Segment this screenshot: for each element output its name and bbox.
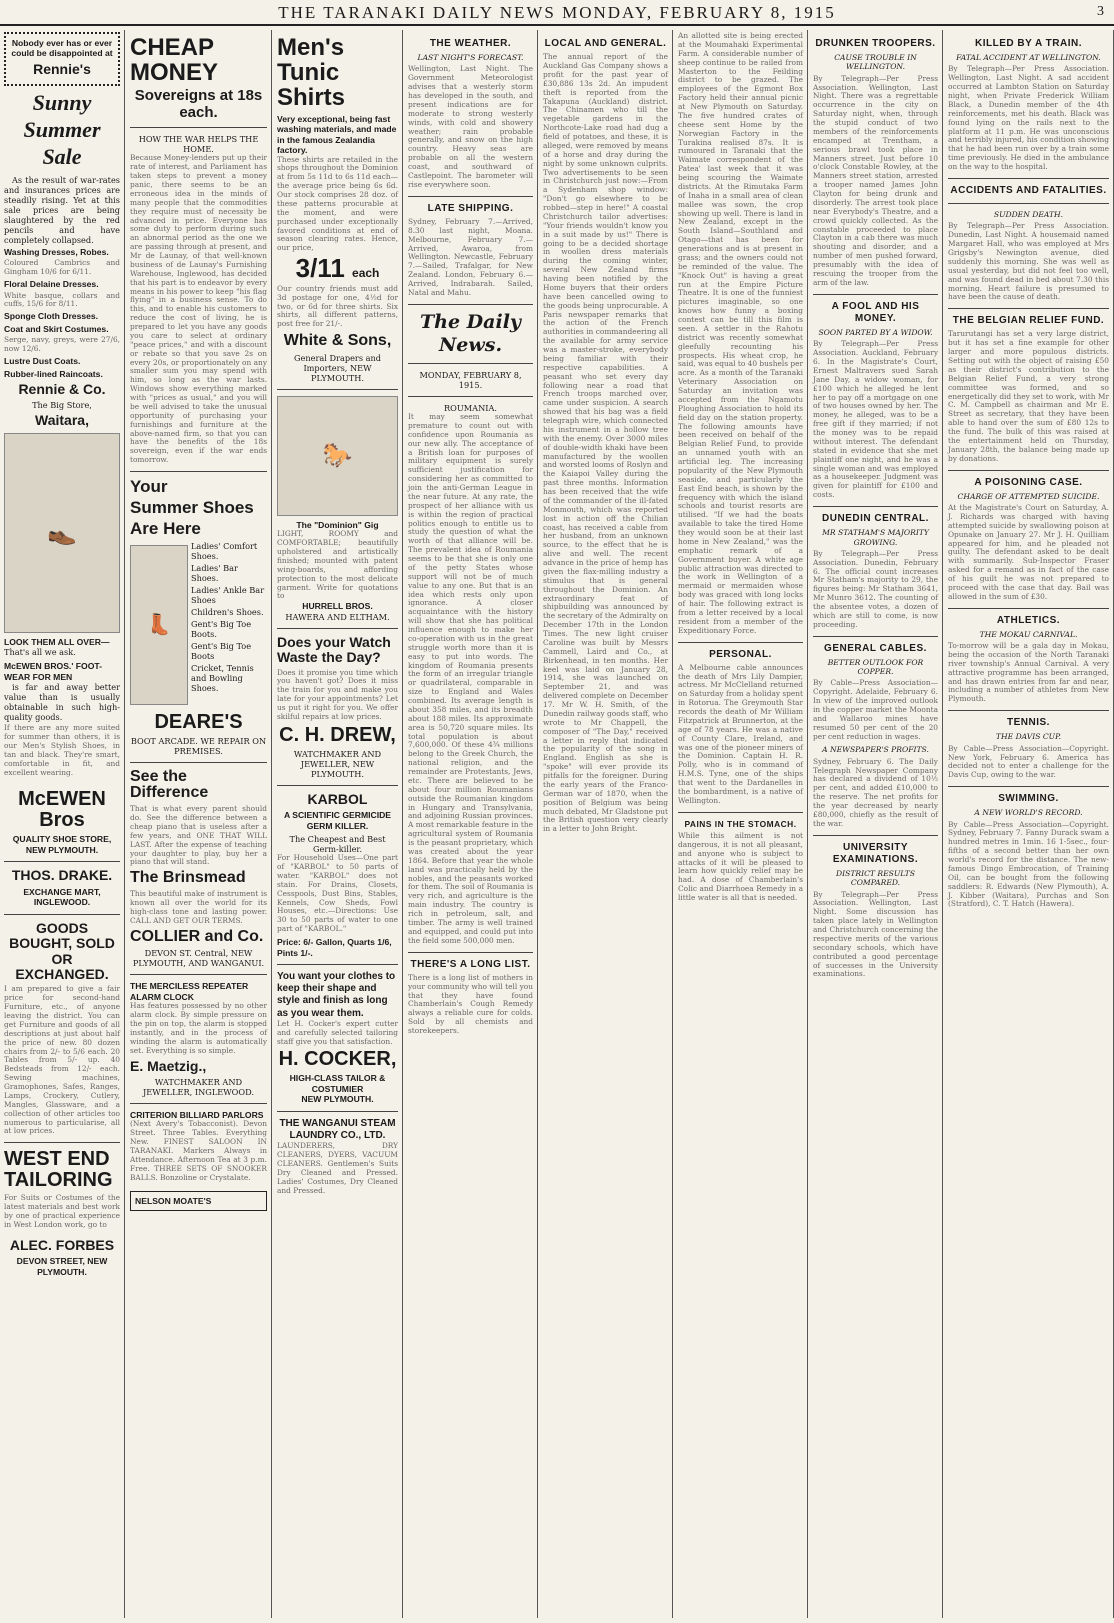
divider [277, 389, 398, 390]
romania-heading: ROUMANIA. [444, 403, 497, 414]
filler-text: By Cable—Press Association—Copyright. Sydney, February 7. Fanny Durack swam a hundred metres in 1min. 16 1-5sec., four-fifths of a second better than her own world's record for the distance. The new-famous Dingo Embrocation, of Training Oil, can be bought from the following saddlers: R. Edwards (New Plymouth), A. J. Kibber (Waitara), Purchas and Son (Stratford), C. T. Hatch (Hawera). [948, 819, 1109, 909]
record-sub: A NEW WORLD'S RECORD. [974, 808, 1083, 818]
paper-nameplate: The Daily News. [420, 310, 521, 356]
drunken-sub: CAUSE TROUBLE IN WELLINGTON. [834, 53, 917, 72]
sudden-heading: SUDDEN DEATH. [993, 210, 1064, 220]
tunic-heading: Men's Tunic Shirts [277, 34, 346, 112]
column-4 [404, 30, 538, 1618]
divider [948, 308, 1109, 309]
divider [948, 203, 1109, 204]
drunken-heading: DRUNKEN TROOPERS. [815, 38, 936, 49]
sale-intro: As the result of war-rates and insurances prices are steadily rising. Yet at this sale prices are being slaughtered by the red pencils and have completely collapsed. [4, 174, 120, 245]
divider [813, 294, 938, 295]
shipping-heading: LATE SHIPPING. [427, 202, 514, 214]
filler-text: At the Magistrate's Court on Saturday, A. J. Richards was charged with having attempted suicide by swallowing poison at Opunake on January 27. Mr J. H. Quilliam appeared for him, and he pleaded not guilty. The defendant asked to be dealt with summarily. Sub-Inspector Fraser asked for a remand as in fact of the case of his guilt he was not prepared to proceed with the case that day. Bail was allowed in the sum of £30. [948, 503, 1109, 601]
local-general-heading: LOCAL AND GENERAL. [544, 38, 667, 49]
sale-item: Lustre Dust Coats. [4, 356, 81, 367]
sale-title: Sunny Summer Sale [23, 90, 101, 170]
shoe-illustration: 👞 [4, 433, 120, 633]
filler-text: There is a long list of mothers in your community who will tell you that they have found Chamberlain's Cough Remedy always a reliable cure for colds. Sold by all chemists and storekeepers. [408, 972, 533, 1036]
divider [130, 974, 267, 975]
athletics-heading: ATHLETICS. [996, 614, 1061, 626]
sale-items [4, 247, 120, 379]
filler-text: Our country friends must add 3d postage for one, 4½d for two, or 6d for three shirts. Six shirts, all different patterns, post free for 21/-. [277, 283, 398, 329]
watch-heading: Does your Watch Waste the Day? [277, 633, 391, 666]
rennie-firm: Rennie & Co. [18, 381, 106, 397]
filler-text: By Cable—Press Association—Copyright. Adelaide, February 6. In view of the improved outlook in the copper market the Moonta and Wallaroo mines have resumed 50 per cent of the 20 per cent reduction in wages. [813, 678, 938, 741]
filler-text: Serge, navy, greys, were 27/6, now 12/6. [4, 335, 120, 354]
clothes-heading: You want your clothes to keep their shape and style and finish as long as you wear them. [277, 971, 396, 1019]
filler-text: By Telegraph—Per Press Association. Auckland, February 6. In the Magistrate's Court, Ernest Maltravers sued Sarah Jane Day, a widow woman, for £100 which he alleged he lent her to pay off a mortgage on one of two houses owned by her. The money, he alleged, was to be a free gift if they married; if not the money was to be repaid without interest. The defendant stated in evidence that she met plaintiff one night, and he was a single woman and was employed as a housekeeper. Judgment was given for plaintiff for £100 and costs. [813, 339, 938, 500]
filler-text: While this ailment is not dangerous, it is not all pleasant, and anyone who is subject to attacks of it will be pleased to learn how quickly relief may be had. A dose of Chamberlain's Colic and Diarrhoea Remedy in a little water is all that is needed. [678, 830, 803, 903]
filler-text: By Telegraph—Per Press Association. Dunedin, Last Night. A housemaid named Margaret Hall, who was employed at Mrs Grigsby's Newington avenue, died suddenly this morning. She was well as usual yesterday, but did not feel too well, and was found dead in bed about 7.30 this morning. Heart failure is presumed to have been the cause of death. [948, 221, 1109, 302]
shoe-item: Cricket, Tennis and Bowling Shoes. [191, 662, 254, 693]
divider [813, 506, 938, 507]
train-sub: FATAL ACCIDENT AT WELLINGTON. [956, 53, 1101, 63]
filler-text: By Cable—Press Association—Copyright. New York, February 6. America has decided not to enter a challenge for the Davis Cup, owing to the war. [948, 743, 1109, 780]
divider [130, 1103, 267, 1104]
merciless-heading: THE MERCILESS REPEATER ALARM CLOCK [130, 981, 249, 1002]
cocker-name: H. COCKER, [278, 1048, 397, 1071]
your-heading: Your [130, 477, 168, 496]
divider [948, 470, 1109, 471]
divider [813, 636, 938, 637]
dunedin-heading: DUNEDIN CENTRAL. [822, 513, 929, 525]
forbes-name: ALEC. FORBES [9, 1236, 115, 1253]
shoe-item: Gent's Big Toe Boots. [191, 618, 252, 639]
mcewen-logo: McEWEN Bros [18, 788, 106, 832]
divider [4, 861, 120, 862]
mcewen-text: is far and away better value than is usually obtainable in such high-quality goods. [4, 682, 120, 723]
masthead-title: THE TARANAKI DAILY NEWS MONDAY, FEBRUARY 8, 1915 [278, 3, 836, 22]
cables-heading: GENERAL CABLES. [824, 642, 927, 654]
mcewen-town: NEW PLYMOUTH. [25, 844, 99, 855]
filler-text: A Melbourne cable announces the death of Mrs Lily Dampier, actress. Mr McClelland returned on Saturday from a holiday spent in Rotorua. The Greymouth Star records the death of Mr William Fitzpatrick at Brunnerton, at the age of 78 years. He was a native of County Clare, Ireland, and was one of the pioneer miners of the Dominion. Captain H. R. Polly, who is in command of H.M.S. Tyne, one of the ships that went to the Dardanelles in the bombardment, is a native of Wellington. [678, 662, 804, 805]
deare-sub: BOOT ARCADE. WE REPAIR ON PREMISES. [130, 735, 267, 756]
cocker-town: NEW PLYMOUTH. [301, 1094, 374, 1105]
filler-text: By Telegraph—Per Press Association. Dunedin, February 6. The official count increases Mr Statham's majority to 29, the figures being: Mr Statham 3641, Mr Munro 3612. The counting of the absentee votes, a dozen of which are still to come, is now proceeding. [813, 548, 938, 629]
mcewen-heading: McEWEN BROS.' FOOT-WEAR FOR MEN [4, 661, 103, 682]
filler-text: Wellington, Last Night. The Government Meteorologist advises that a westerly storm has developed in the south, and present indications are for moderate to strong westerly winds, with cold and showery weather; rain probable generally, and snow on the high country. Heavy seas are probable on all the western coast, and southward of Castlepoint. The barometer will rise everywhere soon. [408, 64, 533, 189]
column-3 [273, 30, 403, 1618]
look-sub: That's all we ask. [4, 647, 76, 658]
filler-text: (Next Avery's Tobacconist). Devon Street. Three Tables. Everything New. FINEST SALOON IN TARANAKI. Markers Always in Attendance. Afternoon Tea at 3 p.m. Free. THREE SETS OF SNOOKER BALLS. Bonzoline or Crystalate. [130, 1119, 267, 1182]
paper-date: MONDAY, FEBRUARY 8, 1915. [419, 370, 522, 391]
collier-name: COLLIER and Co. [130, 927, 264, 945]
filler-text: Does it promise you time which you haven't got? Does it miss the train for you and make you late for your appointments? Let us put it right for you. We offer skilful repairs at low prices. [277, 667, 398, 721]
divider [408, 304, 533, 305]
filler-text: To-morrow will be a gala day in Mokau, being the occasion of the North Taranaki river township's Annual Carnival. A very attractive programme has been arranged, and has drawn entries from far and near, including a number of athletes from New Plymouth. [948, 641, 1109, 704]
criterion-heading: CRITERION BILLIARD PARLORS [130, 1109, 264, 1120]
filler-text: Sydney, February 6. The Daily Telegraph Newspaper Company has declared a dividend of 10½ per cent, and added £10,000 to the reserve. The net profits for the year decreased by nearly £80,000, chiefly as the result of the war. [813, 756, 938, 828]
shoe-item: Children's Shoes. [191, 606, 264, 617]
divider [4, 1142, 120, 1143]
divider [277, 1111, 398, 1112]
drew-name: C. H. DREW, [279, 723, 396, 746]
filler-text: By Telegraph—Per Press Association. Wellington, Last Night. Some discussion has taken place lately in Wellington and Christchurch concerning the respective merits of the various secondary schools, which have contributed a good percentage of successes in the University examinations. [813, 889, 938, 979]
long-list-heading: THERE'S A LONG LIST. [410, 958, 531, 970]
divider [4, 914, 120, 915]
karbol-sub: A SCIENTIFIC GERMICIDE GERM KILLER. [283, 810, 392, 831]
westend-heading: WEST END TAILORING [4, 1148, 113, 1192]
are-here-heading: Are Here [130, 518, 201, 538]
rennies-star-ad [4, 32, 120, 86]
sale-item: Floral Delaine Dresses. [4, 279, 99, 290]
dunedin-sub: MR STATHAM'S MAJORITY GROWING. [822, 528, 929, 547]
forecast-subheading: LAST NIGHT'S FORECAST. [417, 53, 524, 63]
filler-text: Tarurutangi has set a very large district, but it has set a fine example for other larger and more populous districts. Setting out with the object of raising £50 as their district's contribution to the Belgian Relief Fund, a very strong committee was formed, and so energetically did they set to work, with Mr C. M. Campbell as chairman and Mr E. Street as secretary, that they have been able to hand over the sum of £80 12s to the fund. The bulk of this was raised at the entertainment held on Thursday, January 28th, the balance being made up by donations. [948, 329, 1109, 463]
hurrell-name: HURRELL BROS. [302, 601, 373, 612]
karbol-heading: KARBOL [307, 790, 368, 807]
filler-text: LIGHT, ROOMY and COMFORTABLE; beautifully upholstered and artistically finished; mounted with patent wing-boards, affording protection to the most delicate garment. Write for quotations to [277, 529, 398, 601]
sale-item: Washing Dresses, Robes. [4, 246, 109, 257]
pains-heading: PAINS IN THE STOMACH. [684, 818, 797, 829]
divider [948, 786, 1109, 787]
column-1 [0, 30, 125, 1618]
filler-text: LAUNDERERS, DRY CLEANERS, DYERS, VACUUM CLEANERS. Gentlemen's Suits Dry Cleaned and Pressed. Ladies' Costumes, Dry Cleaned and Pressed. [277, 1141, 398, 1195]
shoe-list [191, 541, 267, 709]
star-ad-text: Nobody ever has or ever could be disappointed at [11, 38, 113, 59]
divider [130, 471, 267, 472]
filler-text: I am prepared to give a fair price for second-hand Furniture, etc., of anyone leaving the district. You can get Furniture and goods of all descriptions at just about half the price of new. 80 dozen chairs from 2/- to 5/6 each. 20 Tables from 5/- up. 40 Bedsteads from 12/- each. Sewing machines, Gramophones, Safes, Ranges, Lamps, Crockery, Cutlery, Mangles, Glassware, and a collection of other articles too numerous to particularise, all at low prices. [4, 984, 120, 1136]
divider [408, 363, 533, 364]
drew-sub: WATCHMAKER AND JEWELLER, NEW PLYMOUTH. [293, 748, 382, 779]
filler-text: An allotted site is being erected at the Moumahaki Experimental Farm. A considerable number of sheep continue to be railed from Masterton to the Feilding district to be grazed. The employees of the Egmont Box Factory held their annual picnic at New Plymouth on Saturday. The five hundred crates of cheese sent Home by the Norwegian Factory in the Turakina realised 87s. It is rumoured in Taranaki that the Waimate correspondent of the Patea' last week that it was being scouring the Waimate districts. At the Rimutaka Farm of Inaha in a small area of clean mallee was sown, the crop showing up well. There is land in New Zealand, except in the South Island—Southland and Otago—that has been for generations and is at present in grass; and the owners could not be reminded of the value. The "Knock Out" is having a great run at the Empire Picture Theatre. It is one of the funniest pictures imaginable, so one knows how funny a boxing contest can be till this film is seen. A settler in the Rahotu district was recently somewhat gleefully recounting his prospects. His wheat crop, he said, was equal to 40 bushels per acre. As a month of the Taranaki Veterinary Association on Saturday an invitation was accepted from the Ngamotu Ploughing Association to hold its field day on the station property. The following amounts have been received on behalf of the Belgian Relief Fund, to provide an unnamed youth with an artificial leg. The increasing popularity of the New Plymouth seaside, and particularly the East End beach, is shown by the frequency with which the island schools and tourist resorts are utilised. "If we had the boats available to take the tired Home they would soon be at their last home in New Zealand," was the emphatic remark of a Government buyer. A white age public attraction was directed to the work in Wellington of a mermaid or mermaiden whose body was graced with long locks of hair. The following extract is from a letter received by a local resident from a member of the Expeditionary Force. [678, 31, 803, 635]
white-sons-sub: General Drapers and Importers, NEW PLYMOUTH. [293, 352, 382, 383]
hurrell-sub: HAWERA AND ELTHAM. [285, 611, 390, 622]
filler-text: Coloured Cambrics and Gingham 10/6 for 6/11. [4, 258, 120, 277]
divider [813, 835, 938, 836]
column-5 [539, 30, 673, 1618]
drake-name: THOS. DRAKE. [11, 867, 113, 884]
maetzig-sub: WATCHMAKER AND JEWELLER, INGLEWOOD. [143, 1076, 254, 1097]
tunic-price [277, 253, 398, 285]
filler-text: This beautiful make of instrument is known all over the world for its high-class tone and lasting power. CALL AND GET OUR TERMS. [130, 889, 267, 925]
swimming-heading: SWIMMING. [998, 793, 1059, 805]
nelson-moate-ad: NELSON MOATE'S [130, 1191, 267, 1211]
divider [130, 762, 267, 763]
filler-text: That is what every parent should do. See the difference between a cheap piano that is useless after a few years, and ONE THAT WILL LAST. After the expense of teaching your daughter to play, buy her a piano that will stand. [130, 804, 267, 867]
weather-heading: THE WEATHER. [429, 38, 512, 49]
summer-shoes-heading: Summer Shoes [130, 497, 254, 517]
divider [948, 608, 1109, 609]
divider [277, 964, 398, 965]
personal-heading: PERSONAL. [709, 648, 772, 660]
shoe-item: Ladies' Ankle Bar Shoes [191, 584, 265, 605]
tunic-sub: Very exceptional, being fast washing materials, and made in the famous Zealandia factory. [277, 113, 397, 156]
filler-text: Sydney, February 7.—Arrived, 8.30 last night, Moana. Melbourne, February 7.—Arrived, Awaroa, from Wellington. Newcastle, February 7.—Sailed, Trafalgar, for New Zealand. London, February 6.—Arrived, Indrabarah. Sailed, Natal and Mahu. [408, 216, 533, 297]
poison-heading: A POISONING CASE. [974, 476, 1083, 488]
shoe-item: Gent's Big Toe Boots [191, 640, 252, 661]
mcewen-store: QUALITY SHOE STORE, [12, 834, 112, 845]
masthead [0, 0, 1114, 26]
sale-item: Sponge Cloth Dresses. [4, 311, 99, 322]
divider [130, 127, 267, 128]
shoe-item: Ladies' Comfort Shoes. [191, 540, 258, 561]
univ-heading: UNIVERSITY EXAMINATIONS. [832, 841, 919, 865]
collier-sub: DEVON ST. Central, NEW PLYMOUTH, AND WANGANUI. [132, 948, 265, 969]
filler-text: White basque, collars and cuffs, 15/6 for 8/11. [4, 290, 120, 309]
brinsmead-heading: The Brinsmead [130, 869, 246, 887]
filler-text: If there are any more suited for summer than others, it is our Men's Stylish Shoes, in tan and black. They're smart, comfortable in fit, and excellent wearing. [4, 723, 120, 777]
davis-sub: THE DAVIS CUP. [995, 732, 1062, 742]
rennie-sub: The Big Store, [32, 400, 92, 411]
train-heading: KILLED BY A TRAIN. [975, 38, 1082, 49]
rennie-town: Waitara, [35, 412, 89, 429]
tennis-heading: TENNIS. [1007, 717, 1050, 729]
cables-sub: BETTER OUTLOOK FOR COPPER. [827, 657, 924, 677]
cheap-money-heading: CHEAP MONEY [130, 34, 219, 87]
filler-text: For Household Uses—One part of "KARBOL" to 50 parts of water. "KARBOL" does not stain. For Drains, Closets, Cesspools, Dust Bins, Stables, Kennels, Cow Sheds, Fowl Houses, etc.—Directions: Use 30 to 50 parts of water to one part of "KARBOL." [277, 853, 398, 934]
filler-text: Because Money-lenders put up their rate of interest, and Parliament has taken steps to prevent a money panic, there seems to be an erroneous idea in the minds of many people that the commodities they require must of necessity be advanced in price. Everyone has some duty to perform during such an abnormal period as the one we are passing through at present, and Mr de Launay, of that well-known business of de Launay's Furnishing Warehouse, Inglewood, has decided that his part is to endeavor by every means in his power to keep "his flag flying" in a business sense. To do this, and to enable his customers to reduce the cost of living, he is prepared to let you have any goods you care to select at ordinary "peace prices," and with a discount or rebate so that you save 2s on every 20s, or proportionately on any smaller sum you may spend with him, so long as the war lasts. Windows show everything marked with "prices as usual," and you will be well advised to take the unusual opportunity of purchasing your furnishings and furniture at the above-named firm, so that you can have the benefits of the 18s sovereign, even if the war ends tomorrow. [130, 153, 267, 465]
filler-text: By Telegraph—Per Press Association. Wellington, Last Night. There was a regrettable occurrence in the city on Saturday night, when, through the stupid conduct of two members of the reinforcements encamped at Trentham, a serious brawl took place in Manners street. Just before 10 o'clock Constable Rowley, at the Manners street station, arrested a trooper named James John Clayton for being drunk and disorderly. The arrest took place near Everybody's Theatre, and a crowd quickly collected. As the constable proceeded to place Clayton in a cab there was much shouting and disorder, and a number of men pushed forward, presumably with the idea of rescuing the trooper from the arm of the law. [813, 73, 938, 287]
divider [408, 396, 533, 397]
sovereigns-heading: Sovereigns at 18s each. [134, 87, 263, 121]
column-8 [944, 30, 1114, 1618]
price-unit: each [352, 266, 380, 281]
laundry-heading: THE WANGANUI STEAM LAUNDRY CO., LTD. [279, 1117, 396, 1142]
univ-sub: DISTRICT RESULTS COMPARED. [836, 869, 915, 888]
belgian-heading: THE BELGIAN RELIEF FUND. [952, 315, 1105, 327]
white-sons-name: White & Sons, [283, 332, 392, 350]
filler-text: Has features possessed by no other alarm clock. By simple pressure on the pin on top, the alarm is stopped instantly, and in the process of winding the alarm is automatically set. Everything is so simple. [130, 1001, 267, 1055]
war-subheading: HOW THE WAR HELPS THE HOME. [138, 134, 259, 155]
divider [408, 196, 533, 197]
karbol-cheapest: The Cheapest and Best Germ-killer. [289, 834, 386, 855]
goods-heading: GOODS BOUGHT, SOLD OR EXCHANGED. [9, 919, 115, 982]
forbes-sub: DEVON STREET, NEW PLYMOUTH. [16, 1256, 108, 1277]
column-7 [809, 30, 943, 1618]
filler-text: These shirts are retailed in the shops throughout the Dominion at from 5s 11d to 6s 11d each—the average price being 6s 6d. Our stock comprises 28 doz. of these patterns procurable at the moment, and were purchased under exceptionally favored conditions at end of season clearing rates. Hence, our price, [277, 154, 398, 253]
filler-text: Let H. Cocker's expert cutter and carefully selected tailoring staff give you that satisfaction. [277, 1018, 398, 1046]
divider [948, 178, 1109, 179]
maetzig-name: E. Maetzig., [130, 1057, 207, 1074]
sale-item: Coat and Skirt Costumes. [4, 323, 109, 334]
page-number: 3 [1097, 4, 1106, 19]
shoe-item: Ladies' Bar Shoes. [191, 562, 238, 583]
drake-sub: EXCHANGE MART, INGLEWOOD. [23, 886, 101, 908]
divider [277, 628, 398, 629]
sale-item: Rubber-lined Raincoats. [4, 368, 103, 379]
gig-illustration: 🐎 [277, 396, 398, 516]
divider [277, 785, 398, 786]
filler-text: By Telegraph—Per Press Association. Wellington, Last Night. A sad accident occurred at Lambton Station on Saturday night, when Private Frederick William Black, a Dunedin member of the 4th reinforcements, met his death. Black was found lying on the rails next to the platform at 11 p.m. He was unconscious and terribly injured, his condition showing that he had been run over by a train some time previously. He died in the ambulance on the way to the hospital. [948, 64, 1109, 172]
deare-logo: DEARE'S [154, 710, 243, 733]
column-2 [126, 30, 272, 1618]
filler-text: For Suits or Costumes of the latest materials and best work by one of practical experience in West London work, go to [4, 1193, 120, 1229]
cocker-sub: HIGH-CLASS TAILOR & COSTUMIER [289, 1073, 386, 1094]
column-6 [674, 30, 808, 1618]
price-value: 3/11 [295, 253, 345, 284]
filler-text: It may seem somewhat premature to count out with confidence upon Roumania as our new ally. The acceptance of a British loan for purposes of military equipment is surely sufficient justification for considering her as committed to join the anti-German League in the near future. At any rate, the prospect of her alliance with us is within the region of practical politics enough to entitle us to study the question of what the worth of that alliance will be. The prevalent idea of Roumania seems to be that she is only one of the petty States whose support will not be of much value to any one. But that is an idea which rests only upon ignorance. A closer acquaintance with the history will show that she has political influence enough to make her co-operation with us in the great struggle worth more than it is easy to put into words. The kingdom of Roumania presents the form of an irregular triangle or quadrilateral, comparable in size to England and Wales combined. Its average length is about 358 miles, and its breadth about 188 miles. Its approximate area is 50,720 square miles. Its total population is about 7,600,000. Of these 4¾ millions belong to the Greek Church, the national religion, and the remainder are Protestants, Jews, etc. There are believed to be about four million Roumanians outside the Roumanian kingdom in Hungary and Transylvania, and adjoining Russian provinces. A most remarkable feature in the agricultural system of Roumania is the peasant proprietary, which was created about the year 1864. Before that year the whole land was practically held by the nobles, and the peasants worked for them. The soil of Roumania is very rich, and agriculture is the main industry. The country is rich in petroleum, salt, and timber. The army is well trained and equipped, and could put into the field some 500,000 men. [408, 412, 533, 945]
divider [678, 812, 803, 813]
divider [948, 710, 1109, 711]
gig-heading: The "Dominion" Gig [296, 519, 379, 530]
fool-heading: A FOOL AND HIS MONEY. [831, 300, 920, 324]
star-ad-name: Rennie's [33, 60, 91, 77]
see-difference-heading: See the Difference [130, 767, 209, 802]
shoe-drawing: 👢 [130, 545, 188, 705]
accidents-heading: ACCIDENTS AND FATALITIES. [950, 184, 1107, 196]
divider [408, 952, 533, 953]
karbol-price: Price: 6/- Gallon, Quarts 1/6, Pints 1/-. [277, 937, 392, 958]
profits-heading: A NEWSPAPER'S PROFITS. [822, 745, 929, 755]
poison-sub: CHARGE OF ATTEMPTED SUICIDE. [957, 491, 1100, 501]
filler-text: The annual report of the Auckland Gas Company shows a profit for the past year of £30,886 13s 2d. An impudent theft is reported from the Takapuna (Auckland) district. The Chinamen who till the vegetable gardens in the Northcote-Lake road had dug a field of potatoes, and these, it is alleged, were removed by means of a horse and dray during the night by some unknown culprits. Two advertisements to be seen in Christchurch just now:—From a Sydenham shop window: "Don't go elsewhere to be robbed—step in here!" A coastal Christchurch tailor advertises: "Your friends wouldn't know you in a suit made by us!" There is going to be a decided shortage in woollen dress materials during the coming winter, several New Zealand firms having been notified by the Home buyers that their orders have been cancelled owing to the goods being unprocurable. A Paris newspaper remarks that the action of the French authorities in commandeering all the available for army service was a master-stroke, everybody being familiar with their respective capabilities. A peasant who set every day following near a road that French troops marched over, came under suspicion. A search showed that his bag was a field telegraph wire, which connected his instrument in a hollow tree with the enemy. Over 3000 miles of double-width khaki have been manufactured by the woollen and worsted looms of Roslyn and the Kaiapoi Valley during the past three months. Information has been received that the wife of the commander of the ill-fated Monmouth, which was reported lost in action off the Chilian coast, has received a cable from her husband, from an unknown source, to the effect that he is alive and well. The recent advance in the price of hemp has given the flax-milling industry a stimulus that is general throughout the Dominion. An extraordinary feat of shipbuilding was announced by the secretary of the Admiralty on December 17th in the London Times. The new light cruiser Caroline was built by Messrs Cammell, Laird and Co., at Birkenhead, in ten months. Her keel was laid on January 28, 1914, she was launched on September 21, and was delivered complete on December 17. Mr W. H. Smith, of the Dunedin railway goods staff, who wrote to Mr Chappell, the composer of "The Day," received a letter in reply that indicated the popularity of the song in England. English as she is "spoke" will ever provide its pitfalls for the foreigner. During the early years of the Franco-German war of 1870, when the position of Belgium was being much debated, Mr Gladstone put the British question very clearly in a letter to John Bright. [543, 52, 668, 834]
fool-sub: SOON PARTED BY A WIDOW. [818, 328, 933, 338]
carnival-sub: THE MOKAU CARNIVAL. [979, 629, 1078, 639]
look-heading: LOOK THEM ALL OVER— [4, 636, 110, 647]
divider [678, 642, 803, 643]
